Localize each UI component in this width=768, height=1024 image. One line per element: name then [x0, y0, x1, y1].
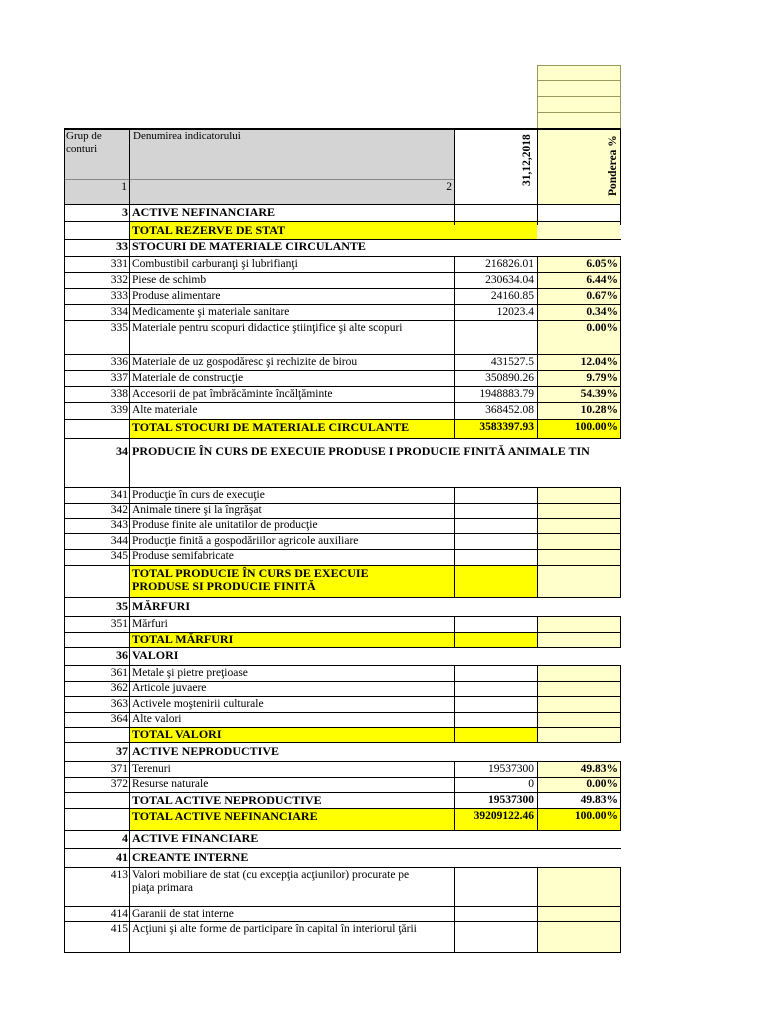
row-value: 1948883.79 — [479, 388, 534, 400]
row-name: Articole juvaere — [132, 682, 207, 694]
row-name-line1: Valori mobiliare de stat (cu excepţia acţiunilor) procurate pe — [132, 869, 410, 881]
row-name: Garanii de stat interne — [132, 908, 234, 920]
header-num-1: 1 — [121, 181, 127, 193]
row-code: 345 — [110, 550, 128, 562]
row-value: 431527.5 — [490, 356, 534, 368]
row-code: 372 — [110, 778, 128, 790]
row-name: Resurse naturale — [132, 778, 209, 790]
row-name: Medicamente şi materiale sanitare — [132, 306, 290, 318]
row-name: MĂRFURI — [132, 600, 190, 613]
row-value: 12023.4 — [496, 306, 534, 318]
header-weight-label: Ponderea % — [607, 135, 619, 196]
row-name: TOTAL REZERVE DE STAT — [132, 224, 286, 237]
row-name: Activele moştenirii culturale — [132, 698, 264, 710]
row-name: TOTAL ACTIVE NEPRODUCTIVE — [132, 794, 322, 807]
row-value: 350890.26 — [485, 372, 534, 384]
row-value: 216826.01 — [485, 258, 534, 270]
row-pct: 0.00% — [586, 778, 618, 790]
row-name: Acţiuni şi alte forme de participare în capital în interiorul ţării — [132, 923, 417, 935]
row-pct: 12.04% — [580, 356, 618, 368]
header-group-label: Grup de conturi — [66, 130, 102, 155]
row-name: PRODUCIE ÎN CURS DE EXECUIE PRODUSE I PRODUCIE FINITĂ ANIMALE TIN — [132, 445, 590, 458]
row-name: ACTIVE FINANCIARE — [132, 832, 259, 845]
row-code: 344 — [110, 535, 128, 547]
row-value: 230634.04 — [485, 274, 534, 286]
row-name: ACTIVE NEFINANCIARE — [132, 206, 276, 219]
row-code: 343 — [110, 519, 128, 531]
row-code: 333 — [110, 290, 128, 302]
row-name: Metale şi pietre preţioase — [132, 667, 248, 679]
header-name-label: Denumirea indicatorului — [133, 130, 241, 142]
row-code: 33 — [116, 240, 128, 253]
row-value: 39209122.46 — [473, 810, 534, 822]
row-code: 361 — [110, 667, 128, 679]
row-code: 34 — [116, 445, 128, 458]
row-pct: 49.83% — [580, 794, 618, 806]
row-code: 414 — [110, 908, 128, 920]
row-code: 334 — [110, 306, 128, 318]
row-name: Accesorii de pat îmbrăcăminte încălţăminte — [132, 388, 333, 400]
row-pct: 100.00% — [574, 421, 618, 433]
row-name: Terenuri — [132, 763, 171, 775]
row-pct: 0.67% — [586, 290, 618, 302]
row-pct: 0.34% — [586, 306, 618, 318]
row-code: 36 — [116, 649, 128, 662]
row-value: 19537300 — [488, 763, 534, 775]
row-name-line2: piaţa primara — [132, 882, 193, 894]
row-value: 24160.85 — [490, 290, 534, 302]
row-code: 4 — [122, 832, 128, 845]
row-name: Produse alimentare — [132, 290, 221, 302]
row-code: 41 — [116, 851, 128, 864]
row-pct: 10.28% — [580, 404, 618, 416]
row-name: Mărfuri — [132, 618, 168, 630]
row-name: Materiale pentru scopuri didactice ştiinţifice şi alte scopuri — [132, 322, 403, 334]
row-code: 413 — [110, 869, 128, 881]
row-code: 364 — [110, 713, 128, 725]
row-code: 35 — [116, 600, 128, 613]
row-name: TOTAL ACTIVE NEFINANCIARE — [132, 810, 318, 823]
row-name: Materiale de uz gospodăresc şi rechizite de birou — [132, 356, 358, 368]
row-value: 3583397.93 — [479, 421, 534, 433]
row-code: 371 — [110, 763, 128, 775]
row-name: Materiale de construcţie — [132, 372, 244, 384]
row-name-line1: TOTAL PRODUCIE ÎN CURS DE EXECUIE — [132, 567, 369, 580]
row-name: Alte materiale — [132, 404, 198, 416]
row-code: 342 — [110, 504, 128, 516]
row-value: 19537300 — [488, 794, 534, 806]
row-name: ACTIVE NEPRODUCTIVE — [132, 745, 280, 758]
row-name: VALORI — [132, 649, 179, 662]
row-pct: 6.05% — [586, 258, 618, 270]
row-code: 338 — [110, 388, 128, 400]
row-code: 362 — [110, 682, 128, 694]
row-name: STOCURI DE MATERIALE CIRCULANTE — [132, 240, 366, 253]
row-name: CREANTE INTERNE — [132, 851, 249, 864]
row-code: 37 — [116, 745, 128, 758]
row-name: Piese de schimb — [132, 274, 207, 286]
row-pct: 6.44% — [586, 274, 618, 286]
row-pct: 0.00% — [586, 322, 618, 334]
row-code: 336 — [110, 356, 128, 368]
row-code: 351 — [110, 618, 128, 630]
row-name: Combustibil carburanţi şi lubrifianţi — [132, 258, 298, 270]
row-code: 339 — [110, 404, 128, 416]
row-code: 363 — [110, 698, 128, 710]
row-code: 331 — [110, 258, 128, 270]
row-code: 3 — [122, 206, 128, 219]
row-value: 368452.08 — [485, 404, 534, 416]
row-name: Producţie în curs de execuţie — [132, 489, 265, 501]
row-pct: 9.79% — [586, 372, 618, 384]
row-name: Produse finite ale unitatilor de producţie — [132, 519, 318, 531]
row-code: 337 — [110, 372, 128, 384]
row-pct: 54.39% — [580, 388, 618, 400]
row-name: TOTAL STOCURI DE MATERIALE CIRCULANTE — [132, 421, 410, 434]
header-num-2: 2 — [446, 181, 452, 193]
row-code: 332 — [110, 274, 128, 286]
row-name: Produse semifabricate — [132, 550, 234, 562]
row-name: TOTAL VALORI — [132, 728, 222, 741]
row-name: TOTAL MĂRFURI — [132, 633, 234, 646]
row-name: Animale tinere şi la îngrăşat — [132, 504, 262, 516]
row-pct: 49.83% — [580, 763, 618, 775]
row-code: 341 — [110, 489, 128, 501]
row-name: Producţie finită a gospodăriilor agricole auxiliare — [132, 535, 359, 547]
row-pct: 100.00% — [574, 810, 618, 822]
row-name: Alte valori — [132, 713, 182, 725]
row-code: 415 — [110, 923, 128, 935]
row-value: 0 — [528, 778, 534, 790]
header-date-label: 31,12,2018 — [521, 134, 533, 186]
row-name-line2: PRODUSE SI PRODUCIE FINITĂ — [132, 580, 316, 593]
row-code: 335 — [110, 322, 128, 334]
